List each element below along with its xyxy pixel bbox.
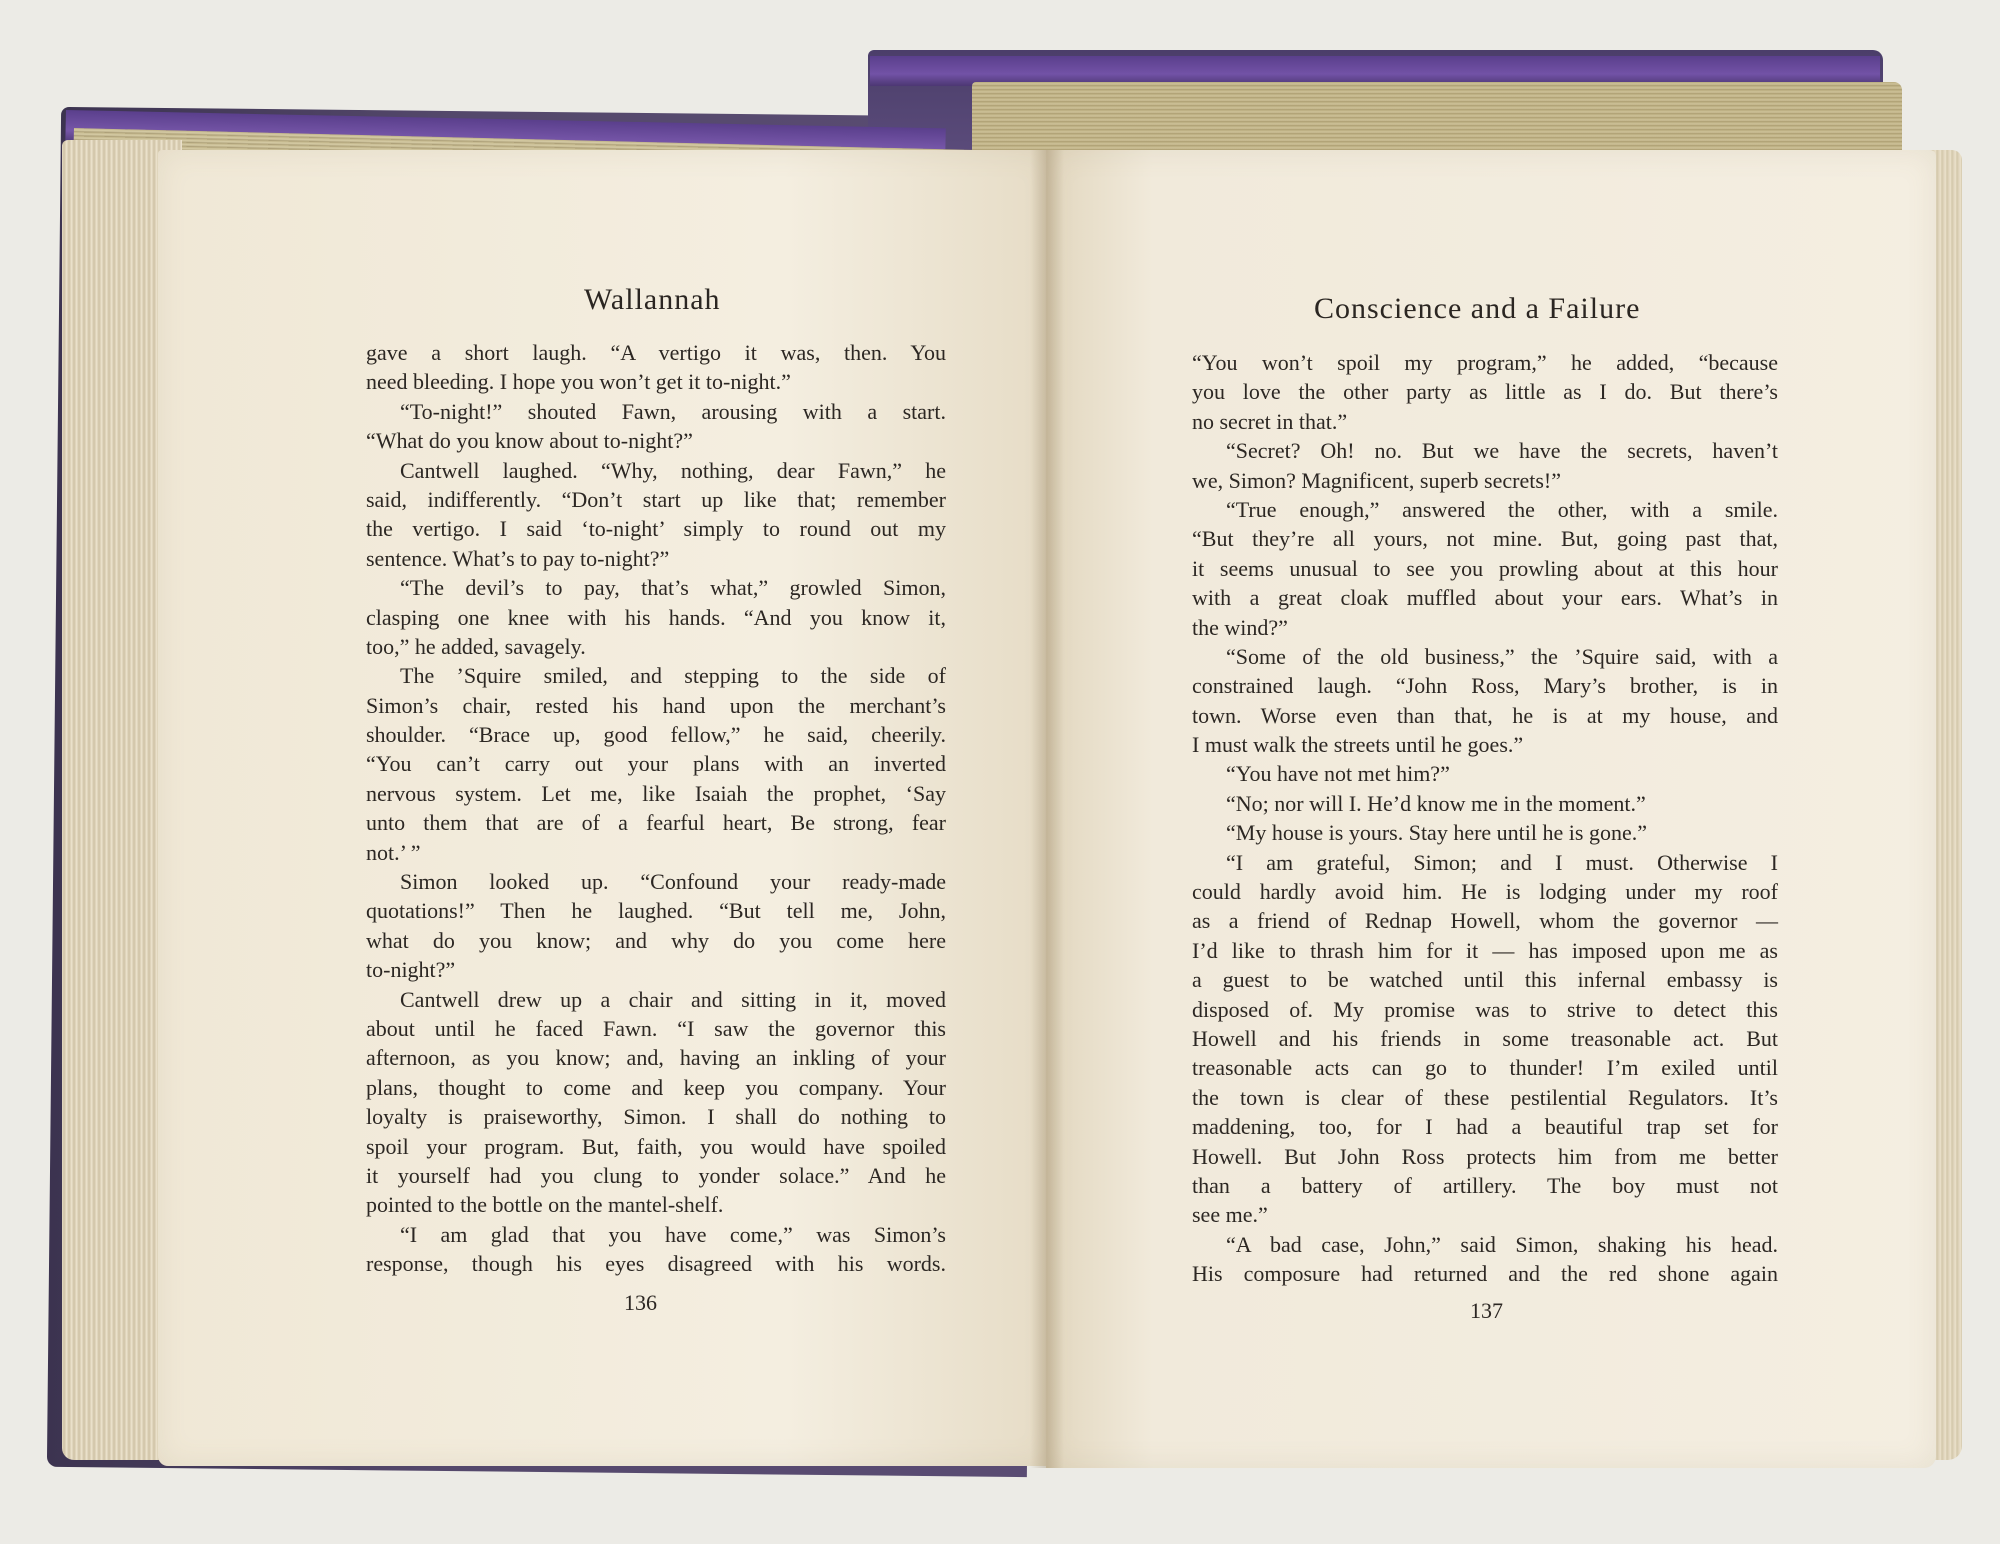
text-line: too,” he added, savagely.	[366, 633, 586, 659]
text-line: “The devil’s to pay, that’s what,” growled Simon,	[400, 575, 946, 601]
text-line: maddening, too, for I had a beautiful trap set for	[1192, 1114, 1778, 1140]
text-line: constrained laugh. “John Ross, Mary’s brother, is in	[1192, 673, 1778, 699]
text-line: sentence. What’s to pay to-night?”	[366, 545, 670, 571]
text-line: need bleeding. I hope you won’t get it to-night.”	[366, 369, 791, 395]
text-line: response, though his eyes disagreed with his words.	[366, 1251, 946, 1277]
text-line: see me.”	[1192, 1202, 1268, 1228]
right-page-number: 137	[1470, 1298, 1503, 1323]
text-line: shoulder. “Brace up, good fellow,” he said, cheerily.	[366, 722, 946, 748]
text-line: “To-night!” shouted Fawn, arousing with a start.	[400, 398, 946, 424]
text-line: “A bad case, John,” said Simon, shaking his head.	[1226, 1231, 1778, 1257]
text-line: “My house is yours. Stay here until he is gone.”	[1226, 820, 1647, 846]
text-line: clasping one knee with his hands. “And you know it,	[366, 604, 946, 630]
text-line: spoil your program. But, faith, you would have spoiled	[366, 1133, 946, 1159]
text-line: Simon looked up. “Confound your ready-made	[400, 869, 946, 895]
text-line: His composure had returned and the red shone again	[1192, 1261, 1778, 1287]
text-line: “You can’t carry out your plans with an inverted	[366, 751, 946, 777]
text-line: could hardly avoid him. He is lodging under my roof	[1192, 879, 1778, 905]
text-line: Cantwell drew up a chair and sitting in it, moved	[400, 986, 946, 1012]
text-line: Howell. But John Ross protects him from me better	[1192, 1143, 1778, 1169]
text-line: “No; nor will I. He’d know me in the moment.”	[1226, 790, 1646, 816]
left-running-head: Wallannah	[584, 283, 721, 316]
right-page-text	[1192, 348, 1778, 1289]
text-line: than a battery of artillery. The boy must not	[1192, 1172, 1778, 1198]
text-line: “But they’re all yours, not mine. But, going past that,	[1192, 526, 1778, 552]
text-line: no secret in that.”	[1192, 408, 1348, 434]
text-line: it seems unusual to see you prowling about at this hour	[1192, 555, 1778, 581]
text-line: disposed of. My promise was to strive to detect this	[1192, 996, 1778, 1022]
text-line: not.’ ”	[366, 839, 421, 865]
text-line: Cantwell laughed. “Why, nothing, dear Fawn,” he	[400, 457, 946, 483]
text-line: “Some of the old business,” the ’Squire said, with a	[1226, 643, 1778, 669]
text-line: quotations!” Then he laughed. “But tell me, John,	[366, 898, 946, 924]
text-line: with a great cloak muffled about your ears. What’s in	[1192, 585, 1778, 611]
text-line: afternoon, as you know; and, having an inkling of your	[366, 1045, 946, 1071]
text-line: about until he faced Fawn. “I saw the governor this	[366, 1015, 946, 1041]
text-line: “I am glad that you have come,” was Simon’s	[400, 1221, 946, 1247]
text-line: I must walk the streets until he goes.”	[1192, 732, 1524, 758]
text-line: as a friend of Rednap Howell, whom the governor —	[1192, 908, 1778, 934]
text-line: town. Worse even than that, he is at my house, and	[1192, 702, 1778, 728]
text-line: Simon’s chair, rested his hand upon the merchant’s	[366, 692, 946, 718]
left-page-number: 136	[624, 1290, 657, 1315]
text-line: we, Simon? Magnificent, superb secrets!”	[1192, 467, 1561, 493]
text-line: “You won’t spoil my program,” he added, “because	[1192, 350, 1778, 375]
text-line: gave a short laugh. “A vertigo it was, then. You	[366, 340, 946, 365]
text-line: to-night?”	[366, 957, 456, 983]
text-line: “You have not met him?”	[1226, 761, 1450, 787]
text-line: pointed to the bottle on the mantel-shelf.	[366, 1192, 724, 1218]
text-line: loyalty is praiseworthy, Simon. I shall do nothing to	[366, 1104, 946, 1130]
text-line: unto them that are of a fearful heart, Be strong, fear	[366, 810, 946, 836]
text-line: said, indifferently. “Don’t start up like that; remember	[366, 486, 946, 512]
text-line: a guest to be watched until this infernal embassy is	[1192, 967, 1778, 993]
text-line: treasonable acts can go to thunder! I’m exiled until	[1192, 1055, 1778, 1081]
left-page-text	[366, 338, 946, 1279]
text-line: the town is clear of these pestilential Regulators. It’s	[1192, 1084, 1778, 1110]
text-line: “Secret? Oh! no. But we have the secrets, haven’t	[1226, 438, 1778, 464]
text-line: you love the other party as little as I do. But there’s	[1192, 379, 1778, 405]
text-line: “I am grateful, Simon; and I must. Otherwise I	[1226, 849, 1778, 875]
text-line: I’d like to thrash him for it — has imposed upon me as	[1192, 937, 1778, 963]
text-line: Howell and his friends in some treasonable act. But	[1192, 1025, 1778, 1051]
text-line: it yourself had you clung to yonder solace.” And he	[366, 1162, 946, 1188]
text-line: plans, thought to come and keep you company. Your	[366, 1074, 946, 1100]
text-line: “True enough,” answered the other, with a smile.	[1226, 496, 1778, 522]
text-line: The ’Squire smiled, and stepping to the side of	[400, 663, 946, 689]
text-line: what do you know; and why do you come here	[366, 927, 946, 953]
text-line: the wind?”	[1192, 614, 1288, 640]
text-line: “What do you know about to-night?”	[366, 428, 693, 454]
book-gutter	[1030, 150, 1064, 1468]
text-line: the vertigo. I said ‘to-night’ simply to round out my	[366, 516, 946, 542]
right-running-head: Conscience and a Failure	[1314, 292, 1641, 325]
text-line: nervous system. Let me, like Isaiah the prophet, ‘Say	[366, 780, 946, 806]
